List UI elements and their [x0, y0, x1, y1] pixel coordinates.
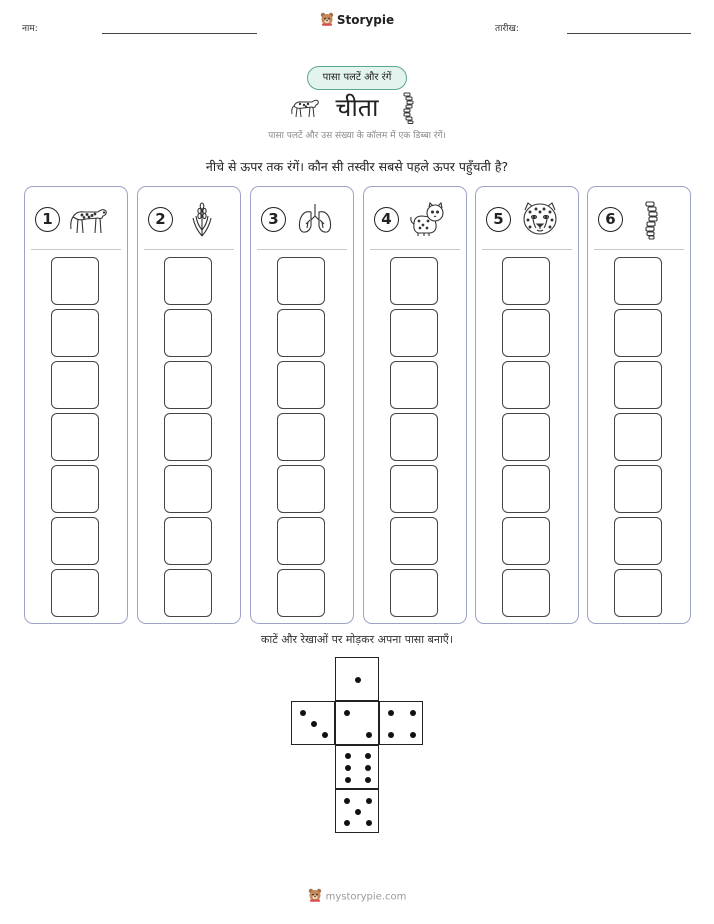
name-line[interactable]: [102, 33, 257, 34]
grass-icon: [182, 200, 222, 242]
cheetah-icon: [69, 200, 109, 242]
column-header: [476, 187, 578, 249]
die-face-four[interactable]: [379, 701, 423, 745]
color-box[interactable]: [502, 569, 550, 617]
column-3: [250, 186, 354, 624]
color-box[interactable]: [502, 257, 550, 305]
color-box[interactable]: [164, 361, 212, 409]
color-box[interactable]: [164, 569, 212, 617]
bear-icon: [320, 12, 334, 29]
bear-icon: [308, 888, 322, 905]
column-2: [137, 186, 241, 624]
color-box[interactable]: [164, 309, 212, 357]
column-header: [25, 187, 127, 249]
color-box[interactable]: [502, 465, 550, 513]
color-box[interactable]: [51, 257, 99, 305]
column-divider: [144, 249, 234, 250]
color-box[interactable]: [614, 517, 662, 565]
date-line[interactable]: [567, 33, 691, 34]
color-box[interactable]: [51, 569, 99, 617]
number-badge: 2: [148, 207, 173, 232]
color-box[interactable]: [614, 257, 662, 305]
color-box[interactable]: [390, 465, 438, 513]
color-box[interactable]: [390, 569, 438, 617]
column-5: [475, 186, 579, 624]
die-face-five[interactable]: [335, 789, 379, 833]
spine-icon: [399, 91, 417, 129]
cheetah-cub-icon: [408, 200, 448, 242]
color-box[interactable]: [502, 413, 550, 461]
color-box[interactable]: [390, 309, 438, 357]
color-box[interactable]: [614, 569, 662, 617]
color-box[interactable]: [614, 465, 662, 513]
page-title: चीता: [335, 93, 379, 122]
die-face-two[interactable]: [335, 701, 379, 745]
color-box[interactable]: [277, 569, 325, 617]
color-box[interactable]: [51, 309, 99, 357]
column-divider: [257, 249, 347, 250]
color-box[interactable]: [502, 361, 550, 409]
column-header: [588, 187, 690, 249]
column-6: [587, 186, 691, 624]
column-divider: [31, 249, 121, 250]
activity-badge: पासा पलटें और रंगें: [307, 66, 407, 90]
column-header: [364, 187, 466, 249]
color-box[interactable]: [390, 257, 438, 305]
column-divider: [370, 249, 460, 250]
number-badge: 1: [35, 207, 60, 232]
color-box[interactable]: [614, 413, 662, 461]
color-box[interactable]: [51, 413, 99, 461]
lungs-icon: [295, 200, 335, 242]
color-box[interactable]: [164, 413, 212, 461]
column-header: [251, 187, 353, 249]
number-badge: 3: [261, 207, 286, 232]
number-badge: 6: [598, 207, 623, 232]
color-box[interactable]: [277, 465, 325, 513]
color-box[interactable]: [502, 309, 550, 357]
color-box[interactable]: [164, 465, 212, 513]
spine-icon: [632, 200, 672, 244]
color-box[interactable]: [51, 517, 99, 565]
column-divider: [594, 249, 684, 250]
color-box[interactable]: [277, 257, 325, 305]
color-box[interactable]: [502, 517, 550, 565]
footer: [0, 888, 714, 905]
cheetah-face-icon: [520, 200, 560, 242]
brand-logo: [0, 12, 714, 29]
die-face-one[interactable]: [335, 657, 379, 701]
column-1: [24, 186, 128, 624]
die-face-three[interactable]: [291, 701, 335, 745]
name-label: नाम:: [22, 24, 38, 34]
color-box[interactable]: [277, 413, 325, 461]
number-badge: 5: [486, 207, 511, 232]
title-row: [0, 88, 714, 128]
color-box[interactable]: [164, 257, 212, 305]
color-box[interactable]: [277, 361, 325, 409]
color-box[interactable]: [614, 309, 662, 357]
column-4: [363, 186, 467, 624]
color-box[interactable]: [390, 413, 438, 461]
color-box[interactable]: [614, 361, 662, 409]
die-face-six[interactable]: [335, 745, 379, 789]
column-divider: [482, 249, 572, 250]
subtitle: पासा पलटें और उस संख्या के कॉलम में एक डिब्बा रंगें।: [268, 131, 446, 141]
footer-url[interactable]: mystorypie.com: [325, 891, 407, 903]
dice-instruction: काटें और रेखाओं पर मोड़कर अपना पासा बनाएँ।: [260, 633, 454, 646]
color-box[interactable]: [277, 309, 325, 357]
color-box[interactable]: [390, 361, 438, 409]
brand-name: Storypie: [336, 13, 395, 27]
color-box[interactable]: [277, 517, 325, 565]
column-header: [138, 187, 240, 249]
date-label: तारीख:: [495, 24, 519, 34]
instruction: नीचे से ऊपर तक रंगें। कौन सी तस्वीर सबसे पहले ऊपर पहुँचती है?: [205, 159, 509, 174]
color-box[interactable]: [51, 361, 99, 409]
color-box[interactable]: [51, 465, 99, 513]
color-box[interactable]: [390, 517, 438, 565]
color-box[interactable]: [164, 517, 212, 565]
number-badge: 4: [374, 207, 399, 232]
